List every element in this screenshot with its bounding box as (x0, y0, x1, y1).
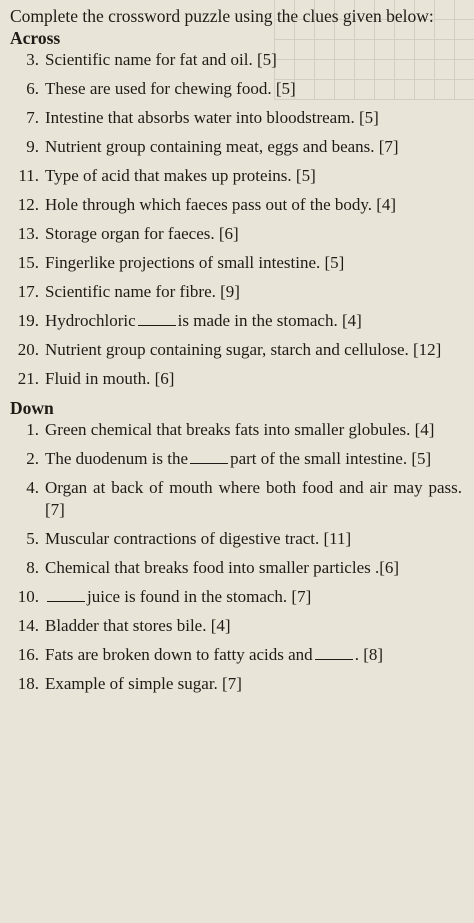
clue-text: Fingerlike projections of small intestine. [5] (45, 253, 345, 272)
clue-number: 19. (17, 311, 39, 330)
across-clue-15 (10, 252, 462, 274)
clue-number: 2. (26, 449, 39, 468)
clue-text-after-blank: part of the small intestine. [5] (230, 449, 432, 468)
across-clue-17 (10, 281, 462, 303)
across-clue-21 (10, 368, 462, 390)
clue-text-after-blank: juice is found in the stomach. [7] (87, 587, 312, 606)
down-clue-18 (10, 673, 462, 695)
across-heading: Across (10, 28, 61, 48)
clue-text: Example of simple sugar. [7] (45, 674, 242, 693)
across-clue-9 (10, 136, 462, 158)
clue-text: Type of acid that makes up proteins. [5] (45, 166, 316, 185)
clue-number: 8. (26, 558, 39, 577)
clue-number: 15. (17, 253, 39, 272)
across-clue-19 (10, 310, 462, 332)
answer-blank (138, 311, 176, 326)
instructions: Complete the crossword puzzle using the clues given below: (10, 6, 434, 26)
clue-text: Organ at back of mouth where both food and air may pass. [7] (45, 478, 462, 519)
clue-text: Hole through which faeces pass out of the body. [4] (45, 195, 397, 214)
down-clue-list (10, 419, 462, 695)
clue-text: Fluid in mouth. [6] (45, 369, 175, 388)
clue-number: 9. (26, 137, 39, 156)
clue-number: 11. (18, 166, 39, 185)
across-clue-7 (10, 107, 462, 129)
across-clue-20 (10, 339, 462, 361)
clue-number: 17. (17, 282, 39, 301)
clue-text: Green chemical that breaks fats into smaller globules. [4] (45, 420, 435, 439)
across-clue-12 (10, 194, 462, 216)
clue-text-before-blank: Hydrochloric (45, 311, 136, 330)
answer-blank (190, 449, 228, 464)
clue-text: Scientific name for fat and oil. [5] (45, 50, 277, 69)
clue-text: Bladder that stores bile. [4] (45, 616, 231, 635)
answer-blank (47, 587, 85, 602)
clue-text: Intestine that absorbs water into bloodstream. [5] (45, 108, 379, 127)
down-clue-4 (10, 477, 462, 521)
clue-text-after-blank: is made in the stomach. [4] (177, 311, 362, 330)
clue-text: Scientific name for fibre. [9] (45, 282, 240, 301)
clue-number: 4. (26, 478, 39, 497)
across-clue-list (10, 49, 462, 390)
clue-text (45, 644, 462, 666)
answer-blank (315, 645, 353, 660)
clue-number: 13. (17, 224, 39, 243)
across-clue-6 (10, 78, 462, 100)
clue-text: Nutrient group containing sugar, starch and cellulose. [12] (45, 340, 442, 359)
down-clue-1 (10, 419, 462, 441)
clue-number: 1. (26, 420, 39, 439)
clue-text: Chemical that breaks food into smaller particles .[6] (45, 558, 400, 577)
down-clue-16 (10, 644, 462, 666)
down-clue-5 (10, 528, 462, 550)
clue-number: 14. (17, 616, 39, 635)
clue-text: These are used for chewing food. [5] (45, 79, 296, 98)
clue-number: 3. (26, 50, 39, 69)
clue-number: 18. (17, 674, 39, 693)
clue-text-before-blank: The duodenum is the (45, 449, 189, 468)
clue-text (45, 586, 462, 608)
clue-number: 5. (26, 529, 39, 548)
clue-text (45, 310, 462, 332)
clue-number: 16. (17, 645, 39, 664)
clue-text (45, 448, 462, 470)
across-clue-13 (10, 223, 462, 245)
clue-number: 21. (17, 369, 39, 388)
clue-text-before-blank: Fats are broken down to fatty acids and (45, 645, 313, 664)
clue-number: 7. (26, 108, 39, 127)
down-heading: Down (10, 398, 54, 418)
clue-number: 20. (17, 340, 39, 359)
down-clue-2 (10, 448, 462, 470)
down-clue-10 (10, 586, 462, 608)
down-clue-8 (10, 557, 462, 579)
clue-text-after-blank: . [8] (354, 645, 384, 664)
clue-number: 6. (26, 79, 39, 98)
clue-number: 10. (17, 587, 39, 606)
clue-number: 12. (17, 195, 39, 214)
clue-text: Nutrient group containing meat, eggs and beans. [7] (45, 137, 399, 156)
clue-text: Muscular contractions of digestive tract. [11] (45, 529, 352, 548)
down-clue-14 (10, 615, 462, 637)
across-clue-11 (10, 165, 462, 187)
across-clue-3 (10, 49, 462, 71)
clue-text: Storage organ for faeces. [6] (45, 224, 239, 243)
